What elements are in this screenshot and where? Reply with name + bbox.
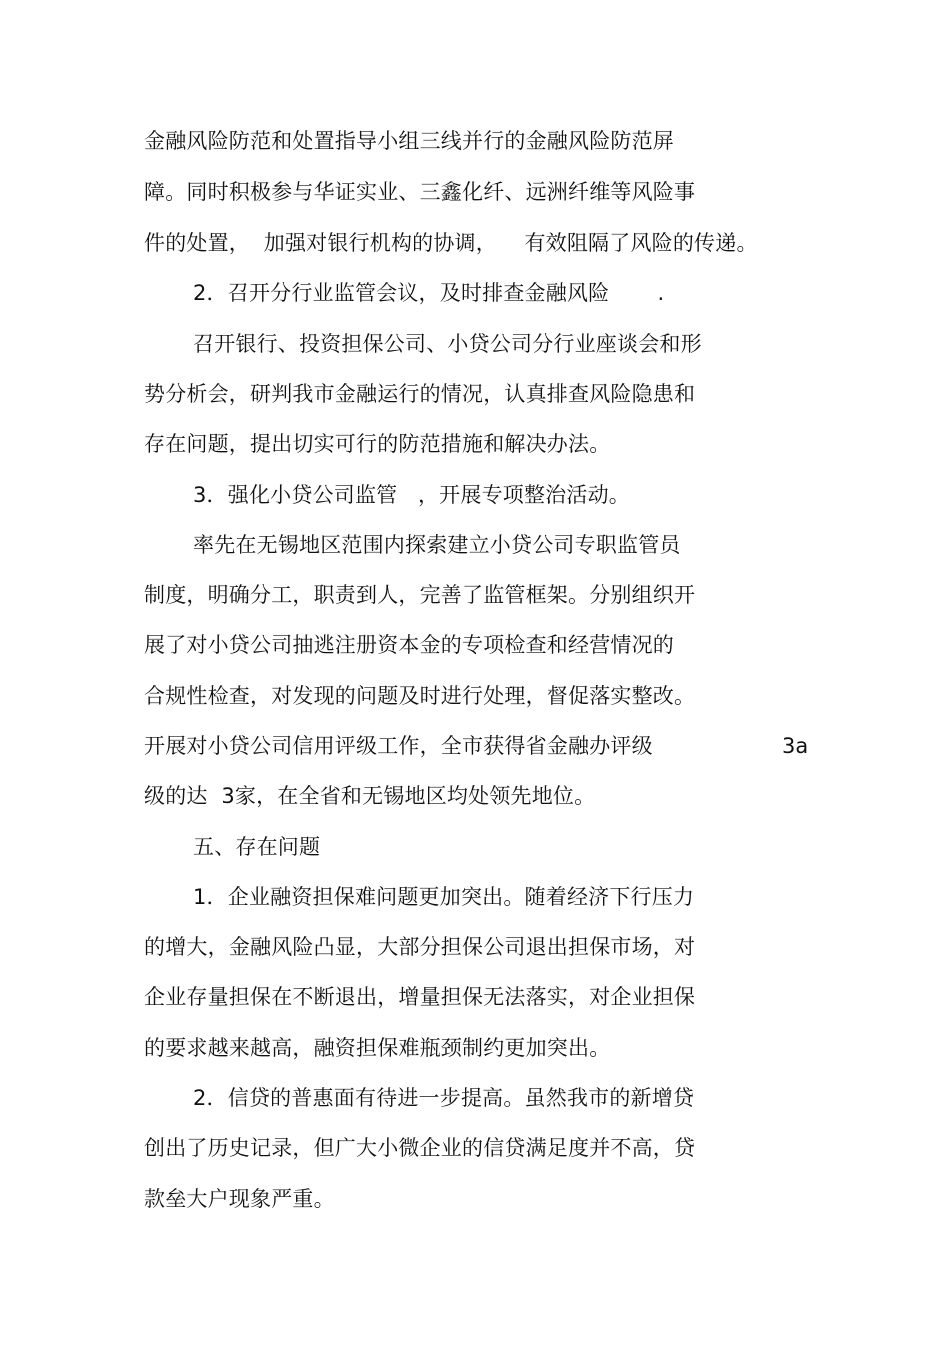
trailing-text: 3a	[782, 734, 809, 758]
section-heading: 2．召开分行业监管会议，及时排查金融风险 .	[193, 281, 665, 305]
text-line: 开展对小贷公司信用评级工作，全市获得省金融办评级	[144, 734, 653, 758]
text-line: 级的达 3家，在全省和无锡地区均处领先地位。	[144, 784, 596, 808]
section-heading: 五、存在问题	[193, 835, 321, 859]
text-line: 企业存量担保在不断退出，增量担保无法落实，对企业担保	[144, 985, 696, 1009]
text-line: 的增大，金融风险凸显，大部分担保公司退出担保市场，对	[144, 935, 696, 959]
section-heading: 3．强化小贷公司监管 ，开展专项整治活动。	[193, 483, 630, 507]
text-line: 召开银行、投资担保公司、小贷公司分行业座谈会和形	[193, 332, 702, 356]
text-line: 制度，明确分工，职责到人，完善了监管框架。分别组织开	[144, 583, 696, 607]
text-line: 款垒大户现象严重。	[144, 1187, 335, 1211]
text-line: 的要求越来越高，融资担保难瓶颈制约更加突出。	[144, 1036, 611, 1060]
text-line: 展了对小贷公司抽逃注册资本金的专项检查和经营情况的	[144, 633, 674, 657]
section-heading: 1．企业融资担保难问题更加突出。随着经济下行压力	[193, 885, 695, 909]
text-line: 率先在无锡地区范围内探索建立小贷公司专职监管员	[193, 533, 681, 557]
text-line: 件的处置， 加强对银行机构的协调， 有效阻隔了风险的传递。	[144, 231, 758, 255]
text-line: 障。同时积极参与华证实业、三鑫化纤、远洲纤维等风险事	[144, 180, 696, 204]
section-heading: 2．信贷的普惠面有待进一步提高。虽然我市的新增贷	[193, 1086, 695, 1110]
text-line: 势分析会，研判我市金融运行的情况，认真排查风险隐患和	[144, 382, 696, 406]
text-line: 存在问题，提出切实可行的防范措施和解决办法。	[144, 432, 611, 456]
text-line: 合规性检查，对发现的问题及时进行处理，督促落实整改。	[144, 684, 696, 708]
text-line: 金融风险防范和处置指导小组三线并行的金融风险防范屏	[144, 129, 674, 153]
text-line: 创出了历史记录，但广大小微企业的信贷满足度并不高，贷	[144, 1136, 696, 1160]
